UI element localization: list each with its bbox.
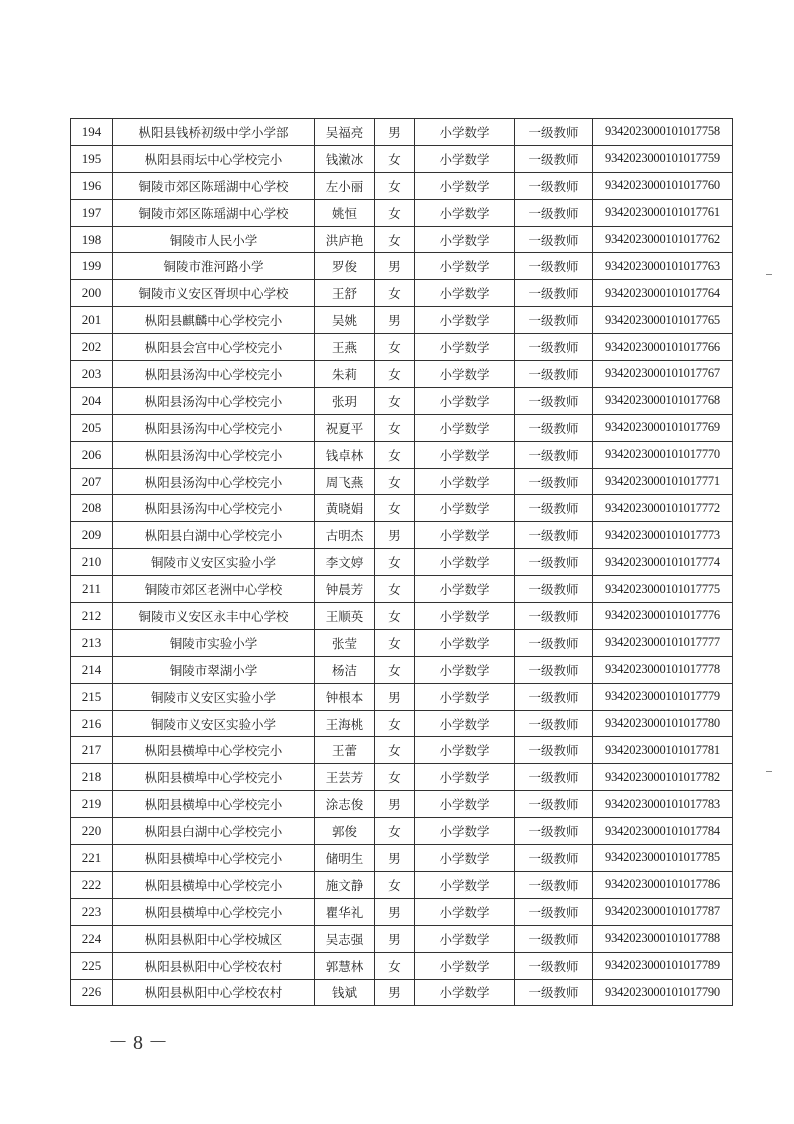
subject-cell: 小学数学	[415, 172, 515, 199]
school-cell: 枞阳县横埠中心学校完小	[113, 791, 315, 818]
gender-cell: 男	[375, 925, 415, 952]
gender-cell: 女	[375, 199, 415, 226]
school-cell: 枞阳县汤沟中心学校完小	[113, 414, 315, 441]
school-cell: 铜陵市义安区实验小学	[113, 683, 315, 710]
teacher-name-cell: 王芸芳	[315, 764, 375, 791]
table-row	[71, 495, 733, 522]
gender-cell: 女	[375, 495, 415, 522]
row-number-cell: 213	[71, 629, 113, 656]
subject-cell: 小学数学	[415, 226, 515, 253]
gender-cell: 女	[375, 710, 415, 737]
title-cell: 一级教师	[515, 226, 593, 253]
row-number-cell: 219	[71, 791, 113, 818]
gender-cell: 女	[375, 280, 415, 307]
subject-cell: 小学数学	[415, 414, 515, 441]
row-number-cell: 202	[71, 334, 113, 361]
gender-cell: 女	[375, 656, 415, 683]
title-cell: 一级教师	[515, 172, 593, 199]
table-row	[71, 952, 733, 979]
table-row	[71, 334, 733, 361]
row-number-cell: 217	[71, 737, 113, 764]
title-cell: 一级教师	[515, 898, 593, 925]
teacher-name-cell: 王海桃	[315, 710, 375, 737]
school-cell: 枞阳县汤沟中心学校完小	[113, 361, 315, 388]
gender-cell: 女	[375, 226, 415, 253]
gender-cell: 男	[375, 845, 415, 872]
certificate-number-cell: 9342023000101017764	[593, 280, 733, 307]
title-cell: 一级教师	[515, 845, 593, 872]
table-row	[71, 468, 733, 495]
subject-cell: 小学数学	[415, 280, 515, 307]
school-cell: 铜陵市淮河路小学	[113, 253, 315, 280]
teacher-name-cell: 郭俊	[315, 818, 375, 845]
certificate-number-cell: 9342023000101017788	[593, 925, 733, 952]
certificate-number-cell: 9342023000101017761	[593, 199, 733, 226]
school-cell: 枞阳县钱桥初级中学小学部	[113, 119, 315, 146]
subject-cell: 小学数学	[415, 253, 515, 280]
subject-cell: 小学数学	[415, 603, 515, 630]
subject-cell: 小学数学	[415, 656, 515, 683]
certificate-number-cell: 9342023000101017789	[593, 952, 733, 979]
school-cell: 铜陵市翠湖小学	[113, 656, 315, 683]
school-cell: 铜陵市义安区胥坝中心学校	[113, 280, 315, 307]
table-row	[71, 387, 733, 414]
table-row	[71, 522, 733, 549]
gender-cell: 男	[375, 253, 415, 280]
table-row	[71, 414, 733, 441]
school-cell: 枞阳县雨坛中心学校完小	[113, 145, 315, 172]
certificate-number-cell: 9342023000101017784	[593, 818, 733, 845]
school-cell: 铜陵市人民小学	[113, 226, 315, 253]
row-number-cell: 201	[71, 307, 113, 334]
certificate-number-cell: 9342023000101017777	[593, 629, 733, 656]
subject-cell: 小学数学	[415, 629, 515, 656]
teacher-name-cell: 杨洁	[315, 656, 375, 683]
title-cell: 一级教师	[515, 414, 593, 441]
table-row	[71, 280, 733, 307]
row-number-cell: 197	[71, 199, 113, 226]
gender-cell: 男	[375, 307, 415, 334]
row-number-cell: 209	[71, 522, 113, 549]
certificate-number-cell: 9342023000101017762	[593, 226, 733, 253]
title-cell: 一级教师	[515, 764, 593, 791]
table-row	[71, 361, 733, 388]
school-cell: 铜陵市义安区永丰中心学校	[113, 603, 315, 630]
row-number-cell: 214	[71, 656, 113, 683]
subject-cell: 小学数学	[415, 522, 515, 549]
row-number-cell: 221	[71, 845, 113, 872]
subject-cell: 小学数学	[415, 119, 515, 146]
table-row	[71, 764, 733, 791]
table-row	[71, 710, 733, 737]
gender-cell: 女	[375, 414, 415, 441]
subject-cell: 小学数学	[415, 199, 515, 226]
gender-cell: 女	[375, 441, 415, 468]
certificate-number-cell: 9342023000101017760	[593, 172, 733, 199]
table-row	[71, 145, 733, 172]
table-row	[71, 576, 733, 603]
row-number-cell: 211	[71, 576, 113, 603]
scan-mark	[766, 274, 772, 275]
certificate-number-cell: 9342023000101017781	[593, 737, 733, 764]
certificate-number-cell: 9342023000101017787	[593, 898, 733, 925]
title-cell: 一级教师	[515, 683, 593, 710]
table-row	[71, 629, 733, 656]
row-number-cell: 203	[71, 361, 113, 388]
gender-cell: 女	[375, 603, 415, 630]
certificate-number-cell: 9342023000101017773	[593, 522, 733, 549]
school-cell: 枞阳县麒麟中心学校完小	[113, 307, 315, 334]
teacher-name-cell: 钱斌	[315, 979, 375, 1006]
title-cell: 一级教师	[515, 629, 593, 656]
teacher-name-cell: 钱潄冰	[315, 145, 375, 172]
teacher-name-cell: 郭慧林	[315, 952, 375, 979]
teacher-name-cell: 黄晓娟	[315, 495, 375, 522]
certificate-number-cell: 9342023000101017772	[593, 495, 733, 522]
school-cell: 铜陵市郊区陈瑶湖中心学校	[113, 172, 315, 199]
subject-cell: 小学数学	[415, 334, 515, 361]
gender-cell: 男	[375, 119, 415, 146]
school-cell: 枞阳县横埠中心学校完小	[113, 737, 315, 764]
subject-cell: 小学数学	[415, 952, 515, 979]
gender-cell: 男	[375, 683, 415, 710]
subject-cell: 小学数学	[415, 764, 515, 791]
certificate-number-cell: 9342023000101017758	[593, 119, 733, 146]
row-number-cell: 212	[71, 603, 113, 630]
title-cell: 一级教师	[515, 737, 593, 764]
title-cell: 一级教师	[515, 576, 593, 603]
gender-cell: 女	[375, 334, 415, 361]
row-number-cell: 206	[71, 441, 113, 468]
certificate-number-cell: 9342023000101017779	[593, 683, 733, 710]
title-cell: 一级教师	[515, 925, 593, 952]
table-row	[71, 737, 733, 764]
subject-cell: 小学数学	[415, 925, 515, 952]
teacher-name-cell: 储明生	[315, 845, 375, 872]
teacher-name-cell: 李文婷	[315, 549, 375, 576]
row-number-cell: 224	[71, 925, 113, 952]
teacher-name-cell: 施文静	[315, 871, 375, 898]
certificate-number-cell: 9342023000101017782	[593, 764, 733, 791]
gender-cell: 女	[375, 818, 415, 845]
row-number-cell: 223	[71, 898, 113, 925]
title-cell: 一级教师	[515, 387, 593, 414]
school-cell: 枞阳县汤沟中心学校完小	[113, 441, 315, 468]
row-number-cell: 199	[71, 253, 113, 280]
table-row	[71, 791, 733, 818]
certificate-number-cell: 9342023000101017775	[593, 576, 733, 603]
title-cell: 一级教师	[515, 199, 593, 226]
table-row	[71, 253, 733, 280]
table-row	[71, 119, 733, 146]
row-number-cell: 200	[71, 280, 113, 307]
title-cell: 一级教师	[515, 441, 593, 468]
teacher-name-cell: 张莹	[315, 629, 375, 656]
gender-cell: 女	[375, 172, 415, 199]
certificate-number-cell: 9342023000101017767	[593, 361, 733, 388]
teacher-name-cell: 王蕾	[315, 737, 375, 764]
school-cell: 铜陵市实验小学	[113, 629, 315, 656]
title-cell: 一级教师	[515, 656, 593, 683]
gender-cell: 女	[375, 468, 415, 495]
title-cell: 一级教师	[515, 710, 593, 737]
certificate-number-cell: 9342023000101017776	[593, 603, 733, 630]
certificate-number-cell: 9342023000101017790	[593, 979, 733, 1006]
title-cell: 一级教师	[515, 979, 593, 1006]
table-row	[71, 683, 733, 710]
gender-cell: 女	[375, 549, 415, 576]
subject-cell: 小学数学	[415, 307, 515, 334]
school-cell: 枞阳县白湖中心学校完小	[113, 818, 315, 845]
school-cell: 枞阳县汤沟中心学校完小	[113, 387, 315, 414]
title-cell: 一级教师	[515, 522, 593, 549]
teacher-name-cell: 钱卓林	[315, 441, 375, 468]
row-number-cell: 196	[71, 172, 113, 199]
title-cell: 一级教师	[515, 280, 593, 307]
row-number-cell: 220	[71, 818, 113, 845]
school-cell: 枞阳县横埠中心学校完小	[113, 871, 315, 898]
title-cell: 一级教师	[515, 145, 593, 172]
title-cell: 一级教师	[515, 818, 593, 845]
title-cell: 一级教师	[515, 334, 593, 361]
row-number-cell: 216	[71, 710, 113, 737]
row-number-cell: 204	[71, 387, 113, 414]
gender-cell: 男	[375, 979, 415, 1006]
table-row	[71, 172, 733, 199]
teacher-name-cell: 祝夏平	[315, 414, 375, 441]
teacher-name-cell: 左小丽	[315, 172, 375, 199]
teacher-name-cell: 张玥	[315, 387, 375, 414]
table-row	[71, 441, 733, 468]
teacher-name-cell: 吴志强	[315, 925, 375, 952]
title-cell: 一级教师	[515, 791, 593, 818]
gender-cell: 女	[375, 387, 415, 414]
subject-cell: 小学数学	[415, 549, 515, 576]
teacher-name-cell: 钟根本	[315, 683, 375, 710]
subject-cell: 小学数学	[415, 845, 515, 872]
certificate-number-cell: 9342023000101017778	[593, 656, 733, 683]
certificate-number-cell: 9342023000101017769	[593, 414, 733, 441]
row-number-cell: 210	[71, 549, 113, 576]
teacher-name-cell: 古明杰	[315, 522, 375, 549]
certificate-number-cell: 9342023000101017786	[593, 871, 733, 898]
certificate-number-cell: 9342023000101017763	[593, 253, 733, 280]
school-cell: 枞阳县汤沟中心学校完小	[113, 468, 315, 495]
title-cell: 一级教师	[515, 603, 593, 630]
teacher-name-cell: 瞿华礼	[315, 898, 375, 925]
gender-cell: 女	[375, 145, 415, 172]
certificate-number-cell: 9342023000101017785	[593, 845, 733, 872]
title-cell: 一级教师	[515, 871, 593, 898]
table-row	[71, 199, 733, 226]
teacher-name-cell: 姚恒	[315, 199, 375, 226]
school-cell: 枞阳县横埠中心学校完小	[113, 764, 315, 791]
school-cell: 枞阳县枞阳中心学校城区	[113, 925, 315, 952]
subject-cell: 小学数学	[415, 737, 515, 764]
title-cell: 一级教师	[515, 952, 593, 979]
gender-cell: 男	[375, 898, 415, 925]
table-row	[71, 898, 733, 925]
teacher-name-cell: 王燕	[315, 334, 375, 361]
teacher-name-cell: 涂志俊	[315, 791, 375, 818]
row-number-cell: 222	[71, 871, 113, 898]
teacher-name-cell: 罗俊	[315, 253, 375, 280]
row-number-cell: 208	[71, 495, 113, 522]
table-row	[71, 656, 733, 683]
title-cell: 一级教师	[515, 361, 593, 388]
teacher-name-cell: 吴姚	[315, 307, 375, 334]
school-cell: 铜陵市郊区陈瑶湖中心学校	[113, 199, 315, 226]
table-row	[71, 979, 733, 1006]
certificate-number-cell: 9342023000101017759	[593, 145, 733, 172]
gender-cell: 女	[375, 576, 415, 603]
gender-cell: 女	[375, 629, 415, 656]
subject-cell: 小学数学	[415, 387, 515, 414]
subject-cell: 小学数学	[415, 710, 515, 737]
gender-cell: 男	[375, 522, 415, 549]
school-cell: 枞阳县枞阳中心学校农村	[113, 952, 315, 979]
school-cell: 枞阳县横埠中心学校完小	[113, 845, 315, 872]
row-number-cell: 226	[71, 979, 113, 1006]
gender-cell: 女	[375, 737, 415, 764]
subject-cell: 小学数学	[415, 576, 515, 603]
subject-cell: 小学数学	[415, 441, 515, 468]
row-number-cell: 205	[71, 414, 113, 441]
certificate-number-cell: 9342023000101017768	[593, 387, 733, 414]
school-cell: 枞阳县汤沟中心学校完小	[113, 495, 315, 522]
certificate-number-cell: 9342023000101017770	[593, 441, 733, 468]
school-cell: 铜陵市义安区实验小学	[113, 549, 315, 576]
row-number-cell: 195	[71, 145, 113, 172]
school-cell: 枞阳县白湖中心学校完小	[113, 522, 315, 549]
table-row	[71, 845, 733, 872]
teacher-name-cell: 吴福亮	[315, 119, 375, 146]
table-row	[71, 925, 733, 952]
teacher-name-cell: 王舒	[315, 280, 375, 307]
certificate-number-cell: 9342023000101017766	[593, 334, 733, 361]
school-cell: 枞阳县枞阳中心学校农村	[113, 979, 315, 1006]
teacher-name-cell: 钟晨芳	[315, 576, 375, 603]
subject-cell: 小学数学	[415, 683, 515, 710]
subject-cell: 小学数学	[415, 871, 515, 898]
certificate-number-cell: 9342023000101017765	[593, 307, 733, 334]
gender-cell: 男	[375, 791, 415, 818]
school-cell: 枞阳县横埠中心学校完小	[113, 898, 315, 925]
teacher-name-cell: 朱莉	[315, 361, 375, 388]
subject-cell: 小学数学	[415, 495, 515, 522]
certificate-number-cell: 9342023000101017774	[593, 549, 733, 576]
certificate-number-cell: 9342023000101017780	[593, 710, 733, 737]
title-cell: 一级教师	[515, 549, 593, 576]
teacher-name-cell: 周飞燕	[315, 468, 375, 495]
table-row	[71, 226, 733, 253]
row-number-cell: 207	[71, 468, 113, 495]
row-number-cell: 225	[71, 952, 113, 979]
row-number-cell: 218	[71, 764, 113, 791]
school-cell: 铜陵市郊区老洲中心学校	[113, 576, 315, 603]
table-row	[71, 549, 733, 576]
gender-cell: 女	[375, 361, 415, 388]
subject-cell: 小学数学	[415, 468, 515, 495]
school-cell: 铜陵市义安区实验小学	[113, 710, 315, 737]
row-number-cell: 194	[71, 119, 113, 146]
subject-cell: 小学数学	[415, 361, 515, 388]
subject-cell: 小学数学	[415, 791, 515, 818]
subject-cell: 小学数学	[415, 979, 515, 1006]
table-row	[71, 818, 733, 845]
gender-cell: 女	[375, 871, 415, 898]
title-cell: 一级教师	[515, 119, 593, 146]
page-number: － 8 －	[108, 1032, 168, 1054]
scan-mark	[766, 771, 772, 772]
table-row	[71, 307, 733, 334]
title-cell: 一级教师	[515, 468, 593, 495]
subject-cell: 小学数学	[415, 818, 515, 845]
gender-cell: 女	[375, 764, 415, 791]
gender-cell: 女	[375, 952, 415, 979]
title-cell: 一级教师	[515, 307, 593, 334]
teacher-list-table	[70, 118, 733, 1006]
school-cell: 枞阳县会宫中心学校完小	[113, 334, 315, 361]
row-number-cell: 215	[71, 683, 113, 710]
certificate-number-cell: 9342023000101017771	[593, 468, 733, 495]
teacher-name-cell: 洪庐艳	[315, 226, 375, 253]
subject-cell: 小学数学	[415, 145, 515, 172]
row-number-cell: 198	[71, 226, 113, 253]
certificate-number-cell: 9342023000101017783	[593, 791, 733, 818]
table-row	[71, 871, 733, 898]
subject-cell: 小学数学	[415, 898, 515, 925]
table-row	[71, 603, 733, 630]
title-cell: 一级教师	[515, 253, 593, 280]
teacher-name-cell: 王顺英	[315, 603, 375, 630]
title-cell: 一级教师	[515, 495, 593, 522]
